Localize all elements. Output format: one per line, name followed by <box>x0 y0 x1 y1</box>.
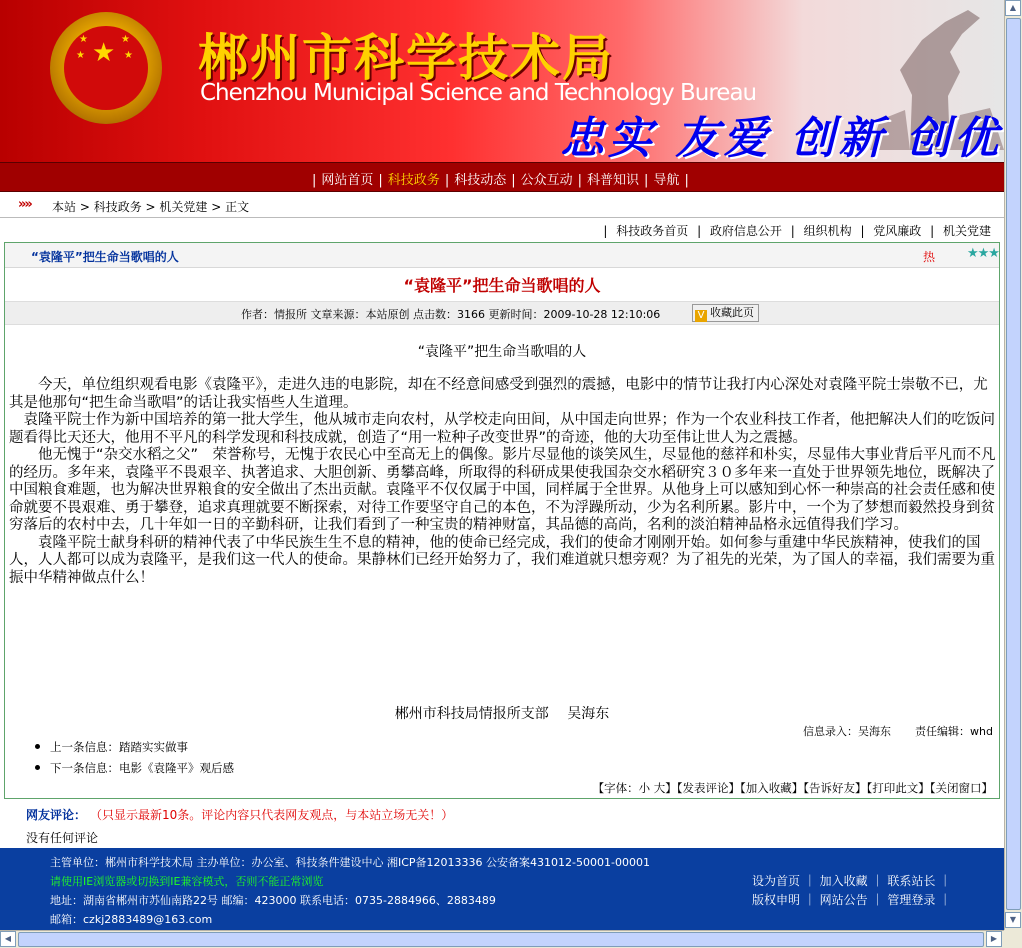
sub-nav: | 科技政务首页 | 政府信息公开 | 组织机构 | 党风廉政 | 机关党建 <box>0 219 1004 239</box>
slogan-text: 忠实 友爱 创新 创优 <box>560 113 1002 162</box>
prev-article-link[interactable]: 踏踏实实做事 <box>119 740 188 754</box>
header-banner <box>0 0 1004 162</box>
footer-address: 地址：湖南省郴州市苏仙南路22号 邮编：423000 联系电话：0735-2884966、2883489 <box>50 894 496 907</box>
article-paragraph: 袁隆平院士献身科研的精神代表了中华民族生生不息的精神，他的使命已经完成，我们的使命才刚刚开始。如何参与重建中华民族精神，使我们的国人，人人都可以成为袁隆平，是我们这一代人的使命。果静林们已经开始努力了，我们难道就只想旁观？为了祖先的光荣，为了国人的幸福，我们需要为重振中华精神做点什么！ <box>9 534 995 586</box>
article-credits <box>803 723 993 739</box>
font-large-link[interactable]: 大 <box>653 781 666 795</box>
bullet-icon <box>35 765 40 770</box>
next-article-link[interactable]: 电影《袁隆平》观后感 <box>119 761 234 775</box>
breadcrumb-party-building[interactable]: 机关党建 <box>159 200 208 214</box>
scroll-right-arrow-icon[interactable]: ▶ <box>986 931 1002 947</box>
nav-item-sci-gov[interactable]: 科技政务 <box>387 173 440 188</box>
subnav-item-organization[interactable]: 组织机构 <box>803 224 852 238</box>
announcement-link[interactable]: 网站公告 <box>819 893 868 907</box>
contact-admin-link[interactable]: 联系站长 <box>887 874 936 888</box>
article-body <box>9 377 999 587</box>
breadcrumb-home[interactable]: 本站 <box>52 200 77 214</box>
footer-sponsor: 主管单位：郴州市科学技术局 主办单位：办公室、科技条件建设中心 湘ICP备12013336 公安备案431012-50001-00001 <box>50 856 650 869</box>
post-comment-link[interactable]: 发表评论 <box>682 781 729 795</box>
footer-email: 邮箱：czkj2883489@163.com <box>50 913 213 926</box>
emblem-small-star-icon: ★ <box>121 34 130 45</box>
favorite-button[interactable] <box>692 304 759 322</box>
subnav-item-party-building[interactable]: 机关党建 <box>942 224 991 238</box>
nav-item-home[interactable]: 网站首页 <box>321 173 374 188</box>
close-window-link[interactable]: 关闭窗口 <box>935 781 982 795</box>
hot-badge: 热 <box>923 250 936 264</box>
comments-note: （只显示最新10条。评论内容只代表网友观点，与本站立场无关！） <box>90 808 454 822</box>
vertical-scrollbar[interactable] <box>1004 0 1022 930</box>
recorder-label: 信息录入：吴海东 <box>803 725 892 738</box>
footer-links-row1: 设为首页 ｜ 加入收藏 ｜ 联系站长 ｜ <box>752 874 952 888</box>
nav-item-popular-science[interactable]: 科普知识 <box>587 173 640 188</box>
site-footer <box>0 848 1004 930</box>
article-paragraph: 今天，单位组织观看电影《袁隆平》，走进久违的电影院，却在不经意间感受到强烈的震撼，电影中的情节让我打内心深处对袁隆平院士崇敬不已，尤其是他那句“把生命当歌唱”的话让我实悟些人生道理。 <box>9 377 988 411</box>
comments-label: 网友评论： <box>26 808 87 822</box>
site-subtitle: Chenzhou Municipal Science and Technology Bureau <box>200 80 757 106</box>
prev-next-links <box>35 739 234 781</box>
font-small-link[interactable]: 小 <box>638 781 651 795</box>
footer-browser-warning: 请使用IE浏览器或切换到IE兼容模式，否则不能正常浏览 <box>50 875 324 888</box>
emblem-big-star-icon: ★ <box>92 38 116 68</box>
article-signature: 郴州市科技局情报所支部 吴海东 <box>394 706 610 722</box>
nav-item-public-interaction[interactable]: 公众互动 <box>520 173 573 188</box>
add-favorite-link[interactable]: 加入收藏 <box>745 781 792 795</box>
next-item: 下一条信息：电影《袁隆平》观后感 <box>35 760 234 781</box>
rating-stars-icon: ★★★ <box>967 246 999 261</box>
tell-friend-link[interactable]: 告诉好友 <box>809 781 855 795</box>
subnav-item-gov-info[interactable]: 政府信息公开 <box>709 224 782 238</box>
emblem-small-star-icon: ★ <box>76 50 85 61</box>
article-bar-title: “袁隆平”把生命当歌唱的人 <box>31 250 179 264</box>
double-chevron-right-icon: »» <box>18 197 31 212</box>
scroll-down-arrow-icon[interactable]: ▼ <box>1005 912 1021 928</box>
article-meta-text: 作者：情报所 文章来源：本站原创 点击数：3166 更新时间：2009-10-28 12:10:06 <box>241 308 661 321</box>
site-title: 郴州市科学技术局 <box>198 28 614 87</box>
article-title-bar <box>5 243 999 268</box>
article-box <box>4 242 1000 799</box>
breadcrumb-current: 正文 <box>225 200 250 214</box>
main-nav: | 网站首页 | 科技政务 | 科技动态 | 公众互动 | 科普知识 | 导航 | <box>0 162 1004 192</box>
print-link[interactable]: 打印此文 <box>872 781 919 795</box>
scroll-left-arrow-icon[interactable]: ◀ <box>0 931 16 947</box>
article-meta <box>5 301 999 325</box>
editor-label: 责任编辑：whd <box>915 725 993 738</box>
vertical-scroll-thumb[interactable] <box>1006 18 1021 910</box>
horizontal-scroll-thumb[interactable] <box>18 932 984 947</box>
set-homepage-link[interactable]: 设为首页 <box>752 874 801 888</box>
article-tools: 【字体：小 大】【发表评论】【加入收藏】【告诉好友】【打印此文】【关闭窗口】 <box>592 781 993 795</box>
scrollbar-corner <box>1004 930 1022 948</box>
footer-add-favorite-link[interactable]: 加入收藏 <box>819 874 868 888</box>
admin-login-link[interactable]: 管理登录 <box>887 893 936 907</box>
favorite-button-label: 收藏此页 <box>710 306 754 319</box>
horizontal-scrollbar[interactable] <box>0 930 1004 948</box>
subnav-item-sci-gov-home[interactable]: 科技政务首页 <box>616 224 689 238</box>
footer-links-row2: 版权申明 ｜ 网站公告 ｜ 管理登录 ｜ <box>752 893 952 907</box>
comments-empty: 没有任何评论 <box>26 831 99 845</box>
national-emblem-icon <box>50 12 162 124</box>
bullet-icon <box>35 744 40 749</box>
article-body-title: “袁隆平”把生命当歌唱的人 <box>417 344 587 360</box>
nav-item-sci-news[interactable]: 科技动态 <box>454 173 507 188</box>
article-paragraph: 他无愧于“杂交水稻之父” 荣誉称号，无愧于农民心中至高无上的偶像。影片尽显他的谈笑风生，尽显他的慈祥和朴实，尽显伟大事业背后平凡而不凡的经历。多年来，袁隆平不畏艰辛、执著追求、大胆创新、勇攀高峰，所取得的科研成果使我国杂交水稻研究３０多年来一直处于世界领先地位，既解决了中国粮食难题，也为解决世界粮食的安全做出了杰出贡献。袁隆平不仅仅属于中国，同样属于全世界。从他身上可以感知到心怀一种崇高的社会责任感和使命就要不畏艰难、勇于攀登，追求真理就要不断探索，对待工作要坚守自己的本色，不为浮躁所动，少为名利所累。影片中，一个为了梦想而毅然投身到贫穷落后的农村中去，几十年如一日的辛勤科研，让我们看到了一种宝贵的精神财富，其品德的高尚，名利的淡泊精神品格永远值得我们学习。 <box>9 447 996 533</box>
subnav-item-integrity[interactable]: 党风廉政 <box>873 224 922 238</box>
article-title: “袁隆平”把生命当歌唱的人 <box>403 276 601 295</box>
article-paragraph: 袁隆平院士作为新中国培养的第一批大学生，他从城市走向农村，从学校走向田间，从中国走向世界；作为一个农业科技工作者，他把解决人们的吃饭问题看得比天还大，他用不平凡的科学发现和科技成就，创造了“用一粒种子改变世界”的奇迹，他的大功至伟让世人为之震撼。 <box>9 412 995 446</box>
scroll-up-arrow-icon[interactable]: ▲ <box>1005 0 1021 16</box>
breadcrumb-sci-gov[interactable]: 科技政务 <box>93 200 142 214</box>
nav-item-navigation[interactable]: 导航 <box>653 173 680 188</box>
emblem-small-star-icon: ★ <box>79 34 88 45</box>
v-favorite-icon: V <box>695 310 707 322</box>
copyright-link[interactable]: 版权申明 <box>752 893 801 907</box>
prev-item: 上一条信息：踏踏实实做事 <box>35 739 234 760</box>
breadcrumb: »» 本站 > 科技政务 > 机关党建 > 正文 <box>0 195 1004 218</box>
emblem-small-star-icon: ★ <box>124 50 133 61</box>
